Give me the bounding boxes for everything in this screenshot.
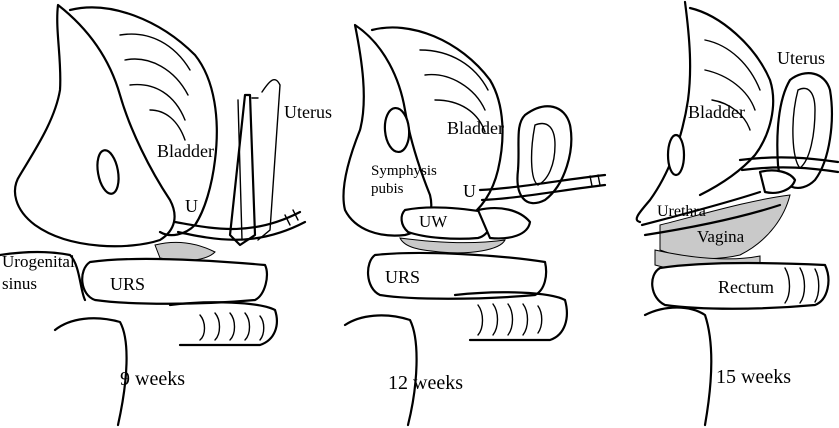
body-outline	[15, 5, 175, 246]
symphysis	[94, 149, 121, 196]
panel-15-weeks	[637, 2, 838, 425]
label-symphysis-1: Symphysis	[371, 163, 437, 179]
label-vagina: Vagina	[697, 227, 745, 246]
panel-12-weeks	[343, 25, 605, 425]
label-symphysis-2: pubis	[371, 181, 404, 197]
uterus	[517, 106, 571, 203]
label-urogenital-1: Urogenital	[2, 252, 75, 271]
label-u: U	[185, 196, 198, 216]
label-uw: UW	[419, 212, 448, 231]
label-bladder: Bladder	[688, 102, 745, 122]
label-bladder: Bladder	[157, 141, 214, 161]
label-bladder: Bladder	[447, 118, 504, 138]
label-uterus: Uterus	[284, 102, 332, 122]
body-outline	[637, 2, 690, 222]
label-urs: URS	[110, 274, 146, 294]
mesenchyme	[155, 242, 215, 260]
caption-12-weeks: 12 weeks	[388, 372, 463, 394]
panel-9-weeks	[0, 5, 332, 425]
label-u: U	[463, 181, 476, 201]
label-urs: URS	[385, 267, 421, 287]
uterus-duct	[230, 95, 255, 245]
caption-15-weeks: 15 weeks	[716, 366, 791, 388]
label-rectum: Rectum	[718, 277, 774, 297]
label-urethra: Urethra	[657, 203, 706, 220]
label-uterus: Uterus	[777, 48, 825, 68]
symphysis	[668, 135, 684, 175]
caption-9-weeks: 9 weeks	[120, 368, 185, 390]
label-urogenital-2: sinus	[2, 274, 37, 293]
